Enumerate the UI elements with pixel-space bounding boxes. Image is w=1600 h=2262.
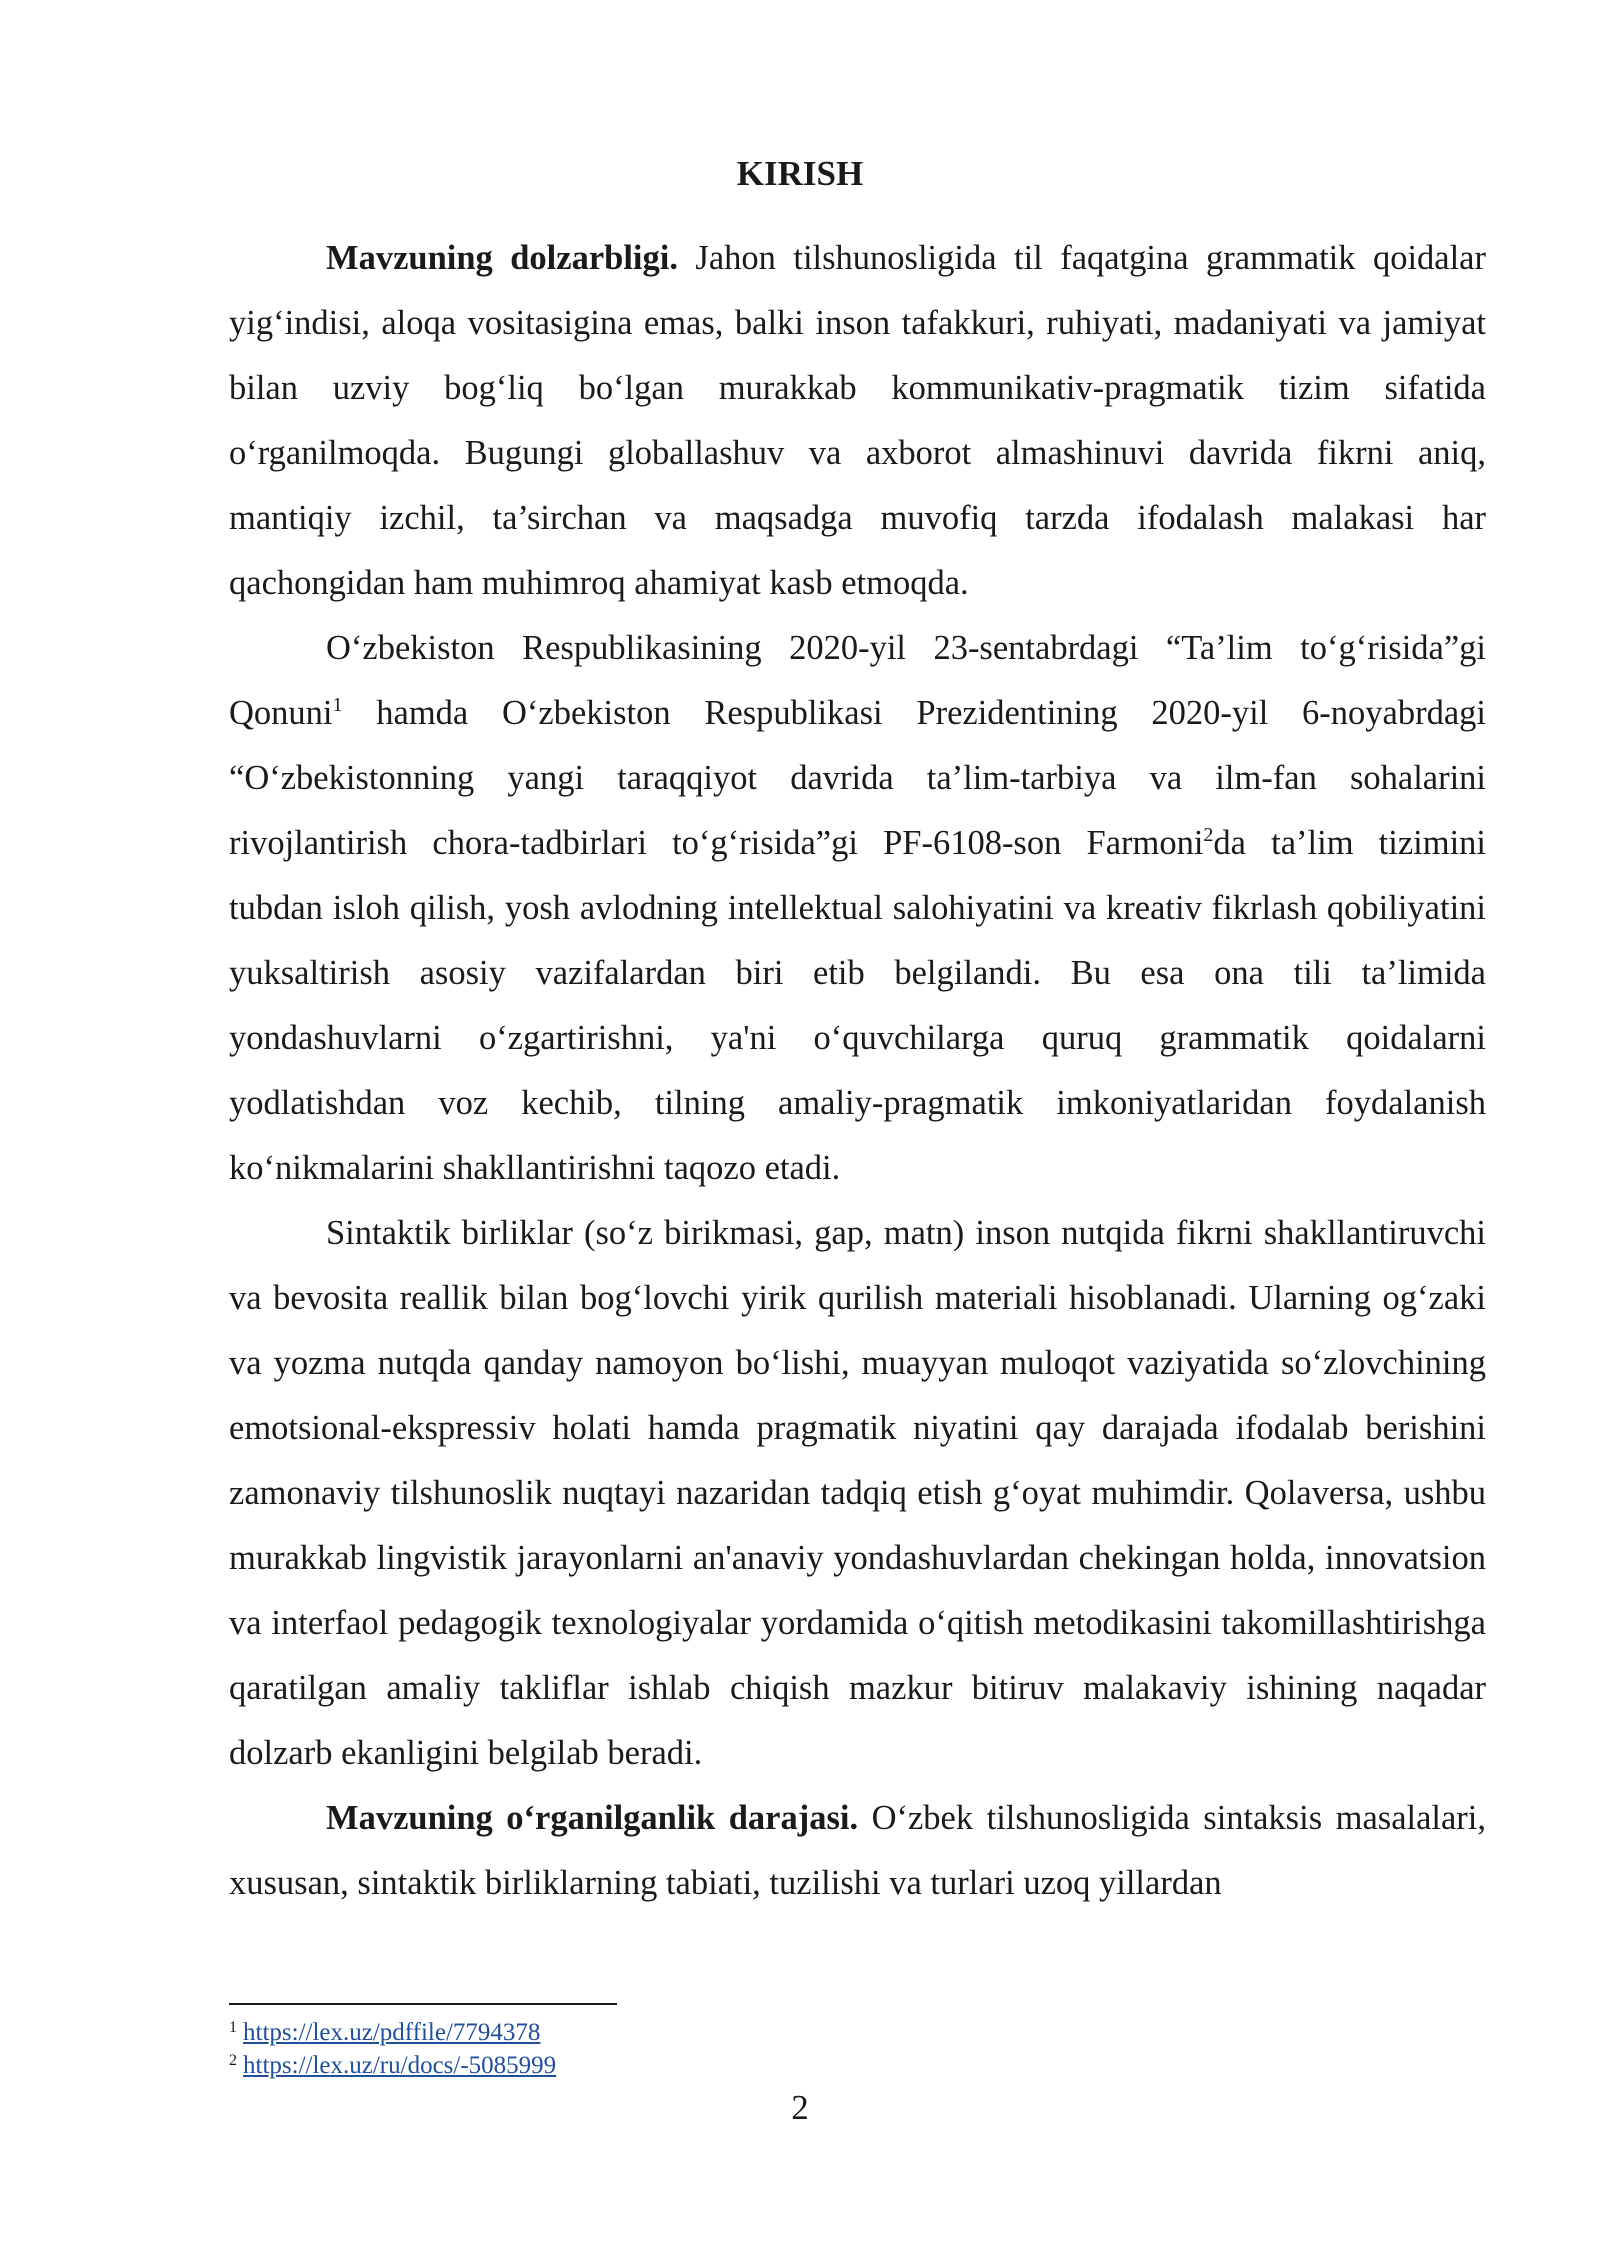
paragraph-syntactic-units [229, 1201, 1486, 1786]
footnote-ref-2[interactable]: 2 [1203, 824, 1214, 846]
footnote-link-1[interactable]: https://lex.uz/pdffile/7794378 [243, 2019, 541, 2046]
footnote-1 [229, 2016, 556, 2049]
paragraph-text: hamda O‘zbekiston Respublikasi Prezidentining 2020-yil 6-noyabrdagi “O‘zbekistonning yangi taraqqiyot davrida ta’lim-tarbiya va ilm-fan sohalarini rivojlantirish chora-tadbirlari to‘g‘risida”gi PF-6108-son Farmoni [229, 694, 1486, 862]
footnote-ref-1[interactable]: 1 [332, 694, 343, 716]
paragraph-text: Jahon tilshunosligida til faqatgina grammatik qoidalar yig‘indisi, aloqa vositasigina emas, balki inson tafakkuri, ruhiyati, madaniyati va jamiyat bilan uzviy bog‘liq bo‘lgan murakkab kommunikativ-pragmatik tizim sifatida o‘rganilmoqda. Bugungi globallashuv va axborot almashinuvi davrida fikrni aniq, mantiqiy izchil, ta’sirchan va maqsadga muvofiq tarzda ifodalash malakasi har qachongidan ham muhimroq ahamiyat kasb etmoqda. [229, 239, 1486, 602]
paragraph-text: da ta’lim tizimini tubdan isloh qilish, yosh avlodning intellektual salohiyatini va kreativ fikrlash qobiliyatini yuksaltirish asosiy vazifalardan biri etib belgilandi. Bu esa ona tili ta’limida yondashuvlarni o‘zgartirishni, ya'ni o‘quvchilarga quruq grammatik qoidalarni yodlatishdan voz kechib, tilning amaliy-pragmatik imkoniyatlaridan foydalanish ko‘nikmalarini shakllantirishni taqozo etadi. [229, 824, 1486, 1187]
paragraph-study-level [229, 1786, 1486, 1916]
page-number: 2 [791, 2088, 809, 2127]
paragraph-text: O‘zbekiston Respublikasining 2020-yil 23-sentabrdagi “Ta’lim to‘g‘risida”gi Qonuni [229, 629, 1486, 732]
paragraph-text: Sintaktik birliklar (so‘z birikmasi, gap, matn) inson nutqida fikrni shakllantiruvchi va bevosita reallik bilan bog‘lovchi yirik qurilish materiali hisoblanadi. Ularning og‘zaki va yozma nutqda qanday namoyon bo‘lishi, muayyan muloqot vaziyatida so‘zlovchining emotsional-ekspressiv holati hamda pragmatik niyatini qay darajada ifodalab berishini zamonaviy tilshunoslik nuqtayi nazaridan tadqiq etish g‘oyat muhimdir. Qolaversa, ushbu murakkab lingvistik jarayonlarni an'anaviy yondashuvlardan chekingan holda, innovatsion va interfaol pedagogik texnologiyalar yordamida o‘qitish metodikasini takomillashtirishga qaratilgan amaliy takliflar ishlab chiqish mazkur bitiruv malakaviy ishining naqadar dolzarb ekanligini belgilab beradi. [229, 1214, 1486, 1772]
footnote-number: 1 [229, 2019, 237, 2036]
body-text [229, 226, 1486, 1916]
footnote-2 [229, 2049, 556, 2082]
paragraph-lead-relevance: Mavzuning dolzarbligi. [326, 239, 678, 277]
footnote-number: 2 [229, 2052, 237, 2069]
paragraph-text: O‘zbek tilshunosligida sintaksis masalalari, xususan, sintaktik birliklarning tabiati, tuzilishi va turlari uzoq yillardan [229, 1799, 1486, 1902]
paragraph-lead-study-level: Mavzuning o‘rganilganlik darajasi. [326, 1799, 859, 1837]
footnotes [229, 2016, 556, 2082]
footnote-separator [229, 2003, 617, 2005]
paragraph-legislation [229, 616, 1486, 1201]
section-title: KIRISH [736, 154, 864, 193]
paragraph-relevance [229, 226, 1486, 616]
footnote-link-2[interactable]: https://lex.uz/ru/docs/-5085999 [243, 2052, 557, 2079]
